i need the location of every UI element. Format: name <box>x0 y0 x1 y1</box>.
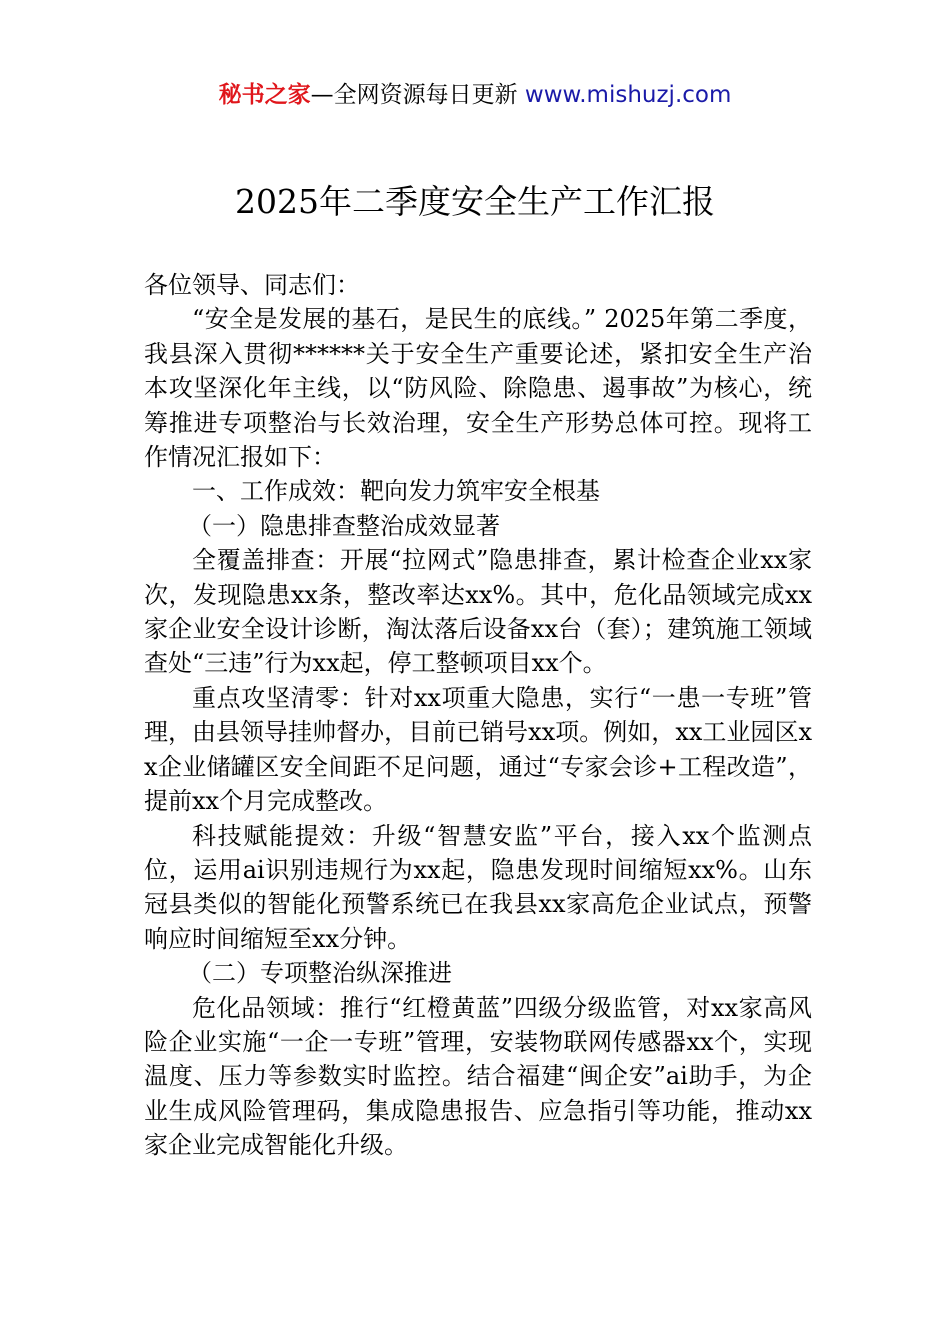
focus-paragraph: 重点攻坚清零：针对xx项重大隐患，实行“一患一专班”管理，由县领导挂帅督办，目前已销号xx项。例如，xx工业园区xx企业储罐区安全间距不足问题，通过“专家会诊+工程改造”，提前xx个月完成整改。 <box>144 683 812 816</box>
intro-paragraph: “安全是发展的基石，是民生的底线。” 2025年第二季度，我县深入贯彻******关于安全生产重要论述，紧扣安全生产治本攻坚深化年主线，以“防风险、除隐患、遏事故”为核心，统筹推进专项整治与长效治理，安全生产形势总体可控。现将工作情况汇报如下： <box>144 305 812 472</box>
document-title: 2025年二季度安全生产工作汇报 <box>235 182 715 221</box>
document-body <box>144 268 812 1163</box>
site-url-link[interactable]: www.mishuzj.com <box>524 82 732 108</box>
site-slogan: —全网资源每日更新 <box>310 82 525 108</box>
salutation: 各位领导、同志们： <box>144 271 360 299</box>
hazchem-paragraph: 危化品领域：推行“红橙黄蓝”四级分级监管，对xx家高风险企业实施“一企一专班”管理，安装物联网传感器xx个，实现温度、压力等参数实时监控。结合福建“闽企安”ai助手，为企业生成风险管理码，集成隐患报告、应急指引等功能，推动xx家企业完成智能化升级。 <box>144 993 812 1160</box>
coverage-paragraph: 全覆盖排查：开展“拉网式”隐患排查，累计检查企业xx家次，发现隐患xx条，整改率达xx%。其中，危化品领域完成xx家企业安全设计诊断，淘汰落后设备xx台（套）；建筑施工领域查处“三违”行为xx起，停工整顿项目xx个。 <box>144 546 812 678</box>
site-brand: 秘书之家 <box>218 82 311 108</box>
subsection-heading-2: （二）专项整治纵深推进 <box>188 959 452 988</box>
section-heading-1: 一、工作成效：靶向发力筑牢安全根基 <box>192 477 600 506</box>
tech-paragraph: 科技赋能提效：升级“智慧安监”平台，接入xx个监测点位，运用ai识别违规行为xx起，隐患发现时间缩短xx%。山东冠县类似的智能化预警系统已在我县xx家高危企业试点，预警响应时间缩短至xx分钟。 <box>144 821 812 953</box>
site-header <box>0 78 950 112</box>
subsection-heading-1: （一）隐患排查整治成效显著 <box>188 511 500 540</box>
